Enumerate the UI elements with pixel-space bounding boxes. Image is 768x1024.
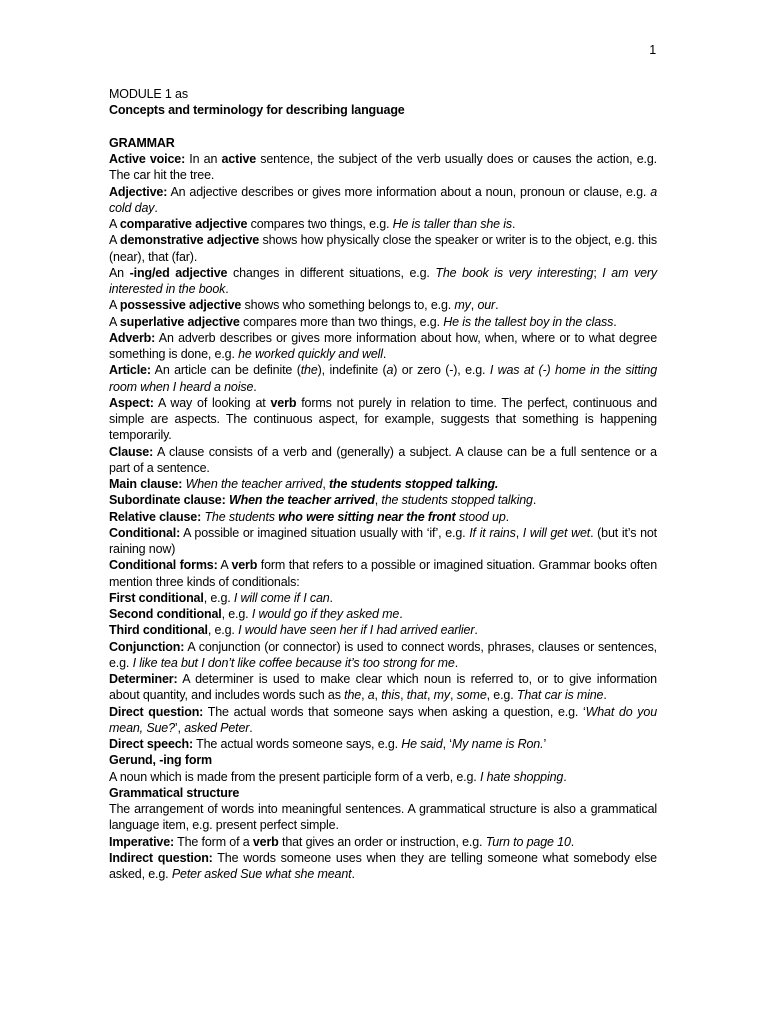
glossary-entry [109, 362, 657, 395]
entry-term: Aspect: [109, 395, 154, 410]
entry-text: . [253, 379, 257, 394]
entry-text: . [329, 590, 333, 605]
entry-text: verb [252, 834, 279, 849]
entry-text: I am very interested in the book [109, 265, 657, 296]
entry-text: ’ [543, 737, 547, 751]
entry-text: a cold day [109, 184, 657, 215]
glossary-entry [109, 704, 657, 737]
entry-text: . [474, 623, 478, 638]
entry-text: . [570, 834, 575, 849]
glossary-entry [109, 151, 657, 184]
entry-text: In an [185, 152, 222, 166]
glossary-entry [109, 476, 657, 492]
entry-term: Main clause: [109, 477, 183, 491]
entry-text: compares two things, e.g. [247, 217, 393, 231]
entry-text: verb [270, 395, 297, 410]
entry-text: a [386, 363, 394, 378]
glossary-entry [109, 752, 657, 768]
entry-text: Peter asked Sue what she meant [171, 867, 352, 881]
entry-text: forms not purely in relation to time. The perfect, continuous and simple are aspects. The continuous aspect, for example, suggests that something is happening temporarily. [109, 395, 658, 443]
glossary-entry [109, 216, 657, 232]
entry-text: The book is very interesting [435, 265, 594, 280]
entry-term: Subordinate clause: [109, 493, 226, 508]
entry-text: verb [231, 558, 258, 573]
entry-text: What do you mean, Sue? [109, 704, 658, 735]
entry-text: , e.g. [486, 688, 517, 703]
glossary-entry [109, 232, 657, 265]
entry-text: An adverb describes or gives more information about how, when, where or to what degree something is done, e.g. [109, 330, 657, 361]
glossary-entry [109, 801, 657, 834]
entry-text: . [563, 769, 567, 784]
entry-term: Adjective: [109, 184, 168, 199]
entry-text: our [477, 298, 496, 313]
glossary-entry [109, 671, 657, 704]
entry-text: , ‘ [442, 737, 452, 751]
document-subtitle: Concepts and terminology for describing language [109, 103, 405, 118]
entry-text: An [109, 265, 130, 280]
glossary-entry [109, 850, 657, 883]
glossary-entry [109, 525, 657, 558]
entry-text: the [300, 363, 318, 378]
glossary-entry [109, 785, 657, 801]
entry-text: shows how physically close the speaker or writer is to the object, e.g. this (near), that (far). [109, 233, 657, 264]
entry-text: , [374, 493, 382, 508]
entry-text: ) or zero (-), e.g. [393, 363, 490, 378]
page-number: 1 [649, 43, 656, 57]
glossary-entry [109, 736, 657, 752]
entry-text: , [322, 477, 329, 491]
entry-term: Active voice: [109, 152, 186, 166]
glossary-entry [109, 297, 657, 313]
entry-text: my [454, 298, 471, 313]
entry-text: A [217, 558, 232, 573]
entry-text: . [399, 607, 403, 621]
document-body [109, 86, 657, 882]
entry-text: The students [204, 509, 279, 524]
glossary-entry [109, 330, 657, 363]
entry-text: the [344, 688, 362, 703]
entry-text: My name is Ron. [451, 737, 544, 751]
entry-text: He is the tallest boy in the class [443, 314, 614, 329]
entry-text: A clause consists of a verb and (generally) a subject. A clause can be a full sentence or a part of a sentence. [109, 444, 657, 475]
entry-term: Adverb: [109, 330, 156, 345]
entry-text: , e.g. [203, 590, 234, 605]
entry-text: demonstrative adjective [119, 233, 260, 248]
entry-text: When the teacher arrived [228, 493, 375, 508]
entry-text: , [470, 298, 478, 313]
entry-text: . [225, 282, 229, 296]
entry-term: Imperative: [109, 834, 175, 849]
entry-text: , [450, 688, 457, 703]
entry-text: A way of looking at [153, 395, 271, 410]
entry-text: A [109, 217, 120, 231]
glossary-entry [109, 622, 657, 638]
glossary-entry [109, 606, 657, 622]
module-heading: MODULE 1 as [109, 87, 188, 101]
entry-text: stood up [455, 509, 506, 524]
entry-text: He is taller than she is [392, 217, 513, 231]
entry-term: Second conditional [109, 607, 222, 621]
entry-text: active [221, 152, 257, 166]
spacer [109, 119, 657, 135]
entry-term: First conditional [109, 590, 204, 605]
entry-text: The arrangement of words into meaningful sentences. A grammatical structure is also a grammatical language item, e.g. present perfect simple. [109, 802, 657, 833]
entry-text: ; [593, 265, 603, 280]
entry-text: A possible or imagined situation usually with ‘if’, e.g. [180, 525, 470, 540]
entry-text: . [495, 298, 499, 313]
entry-text: A conjunction (or connector) is used to connect words, phrases, clauses or sentences, e.g. [109, 639, 657, 670]
entry-text: that [406, 688, 427, 703]
glossary-entry [109, 590, 657, 606]
entry-term: Determiner: [109, 672, 178, 686]
entry-text: . [249, 720, 253, 735]
entry-text: A [109, 233, 120, 248]
entry-text: this [381, 688, 401, 703]
entry-text: That car is mine [516, 688, 604, 703]
entry-text: . [351, 867, 355, 881]
entry-text: a [367, 688, 375, 703]
entry-text: , [515, 525, 523, 540]
entry-text: . [382, 347, 387, 361]
entry-term: Third conditional [109, 623, 208, 638]
entry-text: some [456, 688, 487, 703]
glossary-entry [109, 834, 657, 850]
entry-term: Conjunction: [109, 639, 185, 654]
entry-text: The actual words someone says, e.g. [193, 737, 402, 751]
entry-text: , [400, 688, 407, 703]
entry-text: the students stopped talking [381, 493, 533, 508]
glossary-entry [109, 184, 657, 217]
entry-text: changes in different situations, e.g. [227, 265, 436, 280]
entry-text: asked Peter [184, 720, 250, 735]
glossary-entry [109, 492, 657, 508]
entry-text: I will get wet [522, 525, 591, 540]
entry-text: Turn to page 10 [485, 834, 571, 849]
entry-text: If it rains [469, 525, 516, 540]
entry-text: who were sitting near the front [278, 509, 456, 524]
entry-text: When the teacher arrived [185, 477, 323, 491]
entry-term: Clause: [109, 444, 154, 459]
entry-text: . [512, 217, 516, 231]
entry-text: compares more than two things, e.g. [239, 314, 444, 329]
entry-text: , e.g. [207, 623, 239, 638]
entry-term: Indirect question: [109, 850, 213, 865]
glossary-entries [109, 151, 657, 882]
glossary-entry [109, 265, 657, 298]
entry-text: I was at (-) home in the sitting room when I heard a noise [109, 363, 657, 394]
entry-text: ’, [174, 720, 185, 735]
entry-term: Conditional: [109, 525, 181, 540]
entry-text: the students stopped talking. [328, 477, 499, 491]
entry-text: . [603, 688, 607, 703]
entry-text: He said [401, 737, 443, 751]
entry-term: Direct speech: [109, 737, 194, 751]
entry-text: . [505, 509, 509, 524]
entry-text: -ing/ed adjective [129, 265, 228, 280]
entry-text: . [613, 314, 617, 329]
entry-text: The form of a [174, 834, 253, 849]
entry-text: . [454, 655, 459, 670]
entry-term: Article: [109, 363, 151, 378]
glossary-entry [109, 769, 657, 785]
entry-text: A [109, 314, 120, 329]
entry-text: I hate shopping [479, 769, 564, 784]
entry-text: I will come if I can [233, 590, 330, 605]
entry-text: , [374, 688, 382, 703]
glossary-entry [109, 395, 657, 444]
glossary-entry [109, 444, 657, 477]
entry-text: superlative adjective [119, 314, 240, 329]
entry-text: The words someone uses when they are telling someone what somebody else asked, e.g. [109, 850, 657, 881]
entry-text: I like tea but I don’t like coffee because it’s too strong for me [132, 655, 455, 670]
entry-text: An article can be definite ( [150, 363, 301, 378]
entry-text: he worked quickly and well [238, 347, 383, 361]
entry-text: An adjective describes or gives more information about a noun, pronoun or clause, e.g. [167, 184, 651, 199]
entry-text: my [433, 688, 450, 703]
entry-text: form that refers to a possible or imagined situation. Grammar books often mention three kinds of conditionals: [109, 558, 657, 589]
entry-text: comparative adjective [119, 217, 248, 231]
entry-text: , [361, 688, 368, 703]
entry-term: Gerund, -ing form [109, 753, 212, 768]
entry-term: Direct question: [109, 704, 204, 719]
entry-text: . [532, 493, 537, 508]
section-heading: GRAMMAR [109, 135, 175, 150]
entry-text: The actual words that someone says when asking a question, e.g. ‘ [203, 704, 586, 719]
glossary-entry [109, 509, 657, 525]
entry-text: possessive adjective [119, 298, 242, 313]
entry-text: sentence, the subject of the verb usually does or causes the action, e.g. The car hit the tree. [109, 152, 657, 183]
entry-term: Relative clause: [109, 509, 202, 524]
glossary-entry [109, 557, 657, 590]
entry-text: shows who something belongs to, e.g. [241, 298, 455, 313]
entry-term: Grammatical structure [109, 785, 240, 800]
entry-text: , [426, 688, 434, 703]
entry-text: that gives an order or instruction, e.g. [278, 834, 486, 849]
glossary-entry [109, 314, 657, 330]
entry-text: A [109, 298, 120, 313]
entry-text: . [154, 200, 158, 215]
entry-text: . (but it’s not raining now) [109, 525, 657, 556]
entry-text: , e.g. [221, 607, 252, 621]
entry-text: A noun which is made from the present participle form of a verb, e.g. [109, 769, 480, 784]
entry-term: Conditional forms: [109, 558, 218, 573]
entry-text: A determiner is used to make clear which noun is referred to, or to give information about quantity, and includes words such as [109, 672, 657, 703]
entry-text: ), indefinite ( [317, 363, 387, 378]
entry-text: I would have seen her if I had arrived earlier [238, 623, 475, 638]
glossary-entry [109, 639, 657, 672]
entry-text: I would go if they asked me [251, 607, 400, 621]
